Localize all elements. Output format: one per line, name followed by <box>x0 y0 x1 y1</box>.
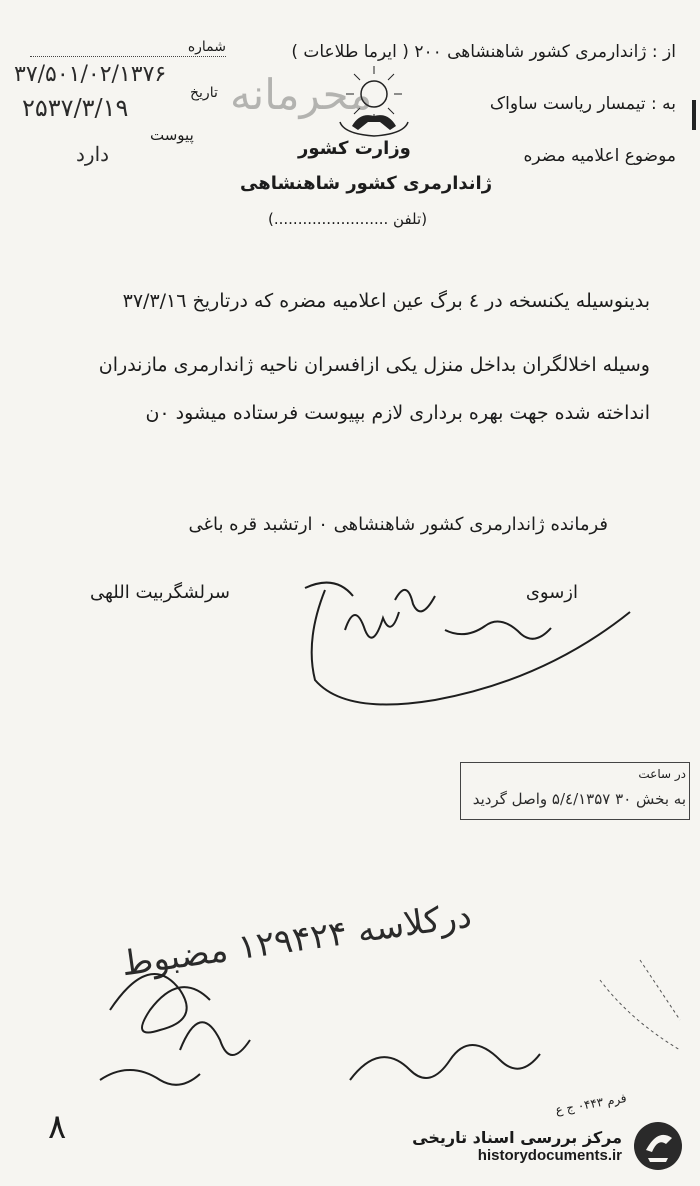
body-line-1: بدینوسیله یکنسخه در ٤ برگ عین اعلامیه مضره که درتاریخ ۳۷/۳/۱٦ <box>122 290 650 312</box>
on-behalf-label: ازسوی <box>525 582 578 603</box>
subject-value: اعلامیه مضره <box>523 146 620 166</box>
signer-name: سرلشگربیت اللهی <box>90 582 231 603</box>
body-line-3: انداخته شده جهت بهره برداری لازم بپیوست فرستاده میشود ۰ن <box>145 402 650 424</box>
date-label: تاریخ <box>190 85 218 101</box>
attachment-label: پیوست <box>150 126 194 144</box>
number-field <box>30 40 226 57</box>
margin-mark <box>692 100 696 130</box>
attachment-value: دارد <box>76 142 110 166</box>
organization-name: ژاندارمری کشور شاهنشاهی <box>240 173 493 194</box>
date-value: ۲۵۳۷/۳/۱۹ <box>22 94 129 122</box>
from-line <box>291 44 676 61</box>
footer-watermark <box>412 1120 684 1172</box>
footer-text <box>412 1128 622 1164</box>
from-value: ژاندارمری کشور شاهنشاهی ۲۰۰ ( ایرما طلاعات ) <box>291 42 647 62</box>
number-value: ۳۷/۵۰۱/۰۲/۱۳۷۶ <box>14 62 167 87</box>
footer-title: مرکز بررسی اسناد تاریخی <box>412 1128 622 1147</box>
commander-line: فرمانده ژاندارمری کشور شاهنشاهی ۰ ارتشبد قره باغی <box>188 514 608 535</box>
to-label: به : <box>651 94 676 114</box>
body-line-2: وسیله اخلالگران بداخل منزل یکی ازافسران ناحیه ژاندارمری مازندران <box>98 354 650 376</box>
signature-scribble-icon <box>285 560 665 720</box>
from-label: از : <box>651 42 676 62</box>
to-line <box>490 96 676 113</box>
to-value: تیمسار ریاست ساواک <box>489 94 646 114</box>
number-label: شماره <box>187 39 226 55</box>
stamp-line-2: به بخش ۳۰ ۵/٤/۱۳۵۷ واصل گردید <box>472 790 686 808</box>
footer-url: historydocuments.ir <box>477 1147 622 1164</box>
archive-logo-icon <box>632 1120 684 1172</box>
stamp-overlay-mark: محرمانه <box>230 70 373 119</box>
page-number: ۸ <box>48 1107 67 1147</box>
phone-line: (تلفن ........................) <box>268 210 428 228</box>
form-number: فرم ۰۴۴۳ ج ع <box>554 1090 628 1118</box>
subject-line <box>523 148 676 165</box>
subject-label: موضوع <box>624 146 676 166</box>
ministry-name: وزارت کشور <box>298 138 411 159</box>
stamp-line-1: در ساعت <box>638 767 686 781</box>
handwritten-note: درکلاسه ۱۲۹۴۲۴ مضبوط <box>118 895 474 985</box>
